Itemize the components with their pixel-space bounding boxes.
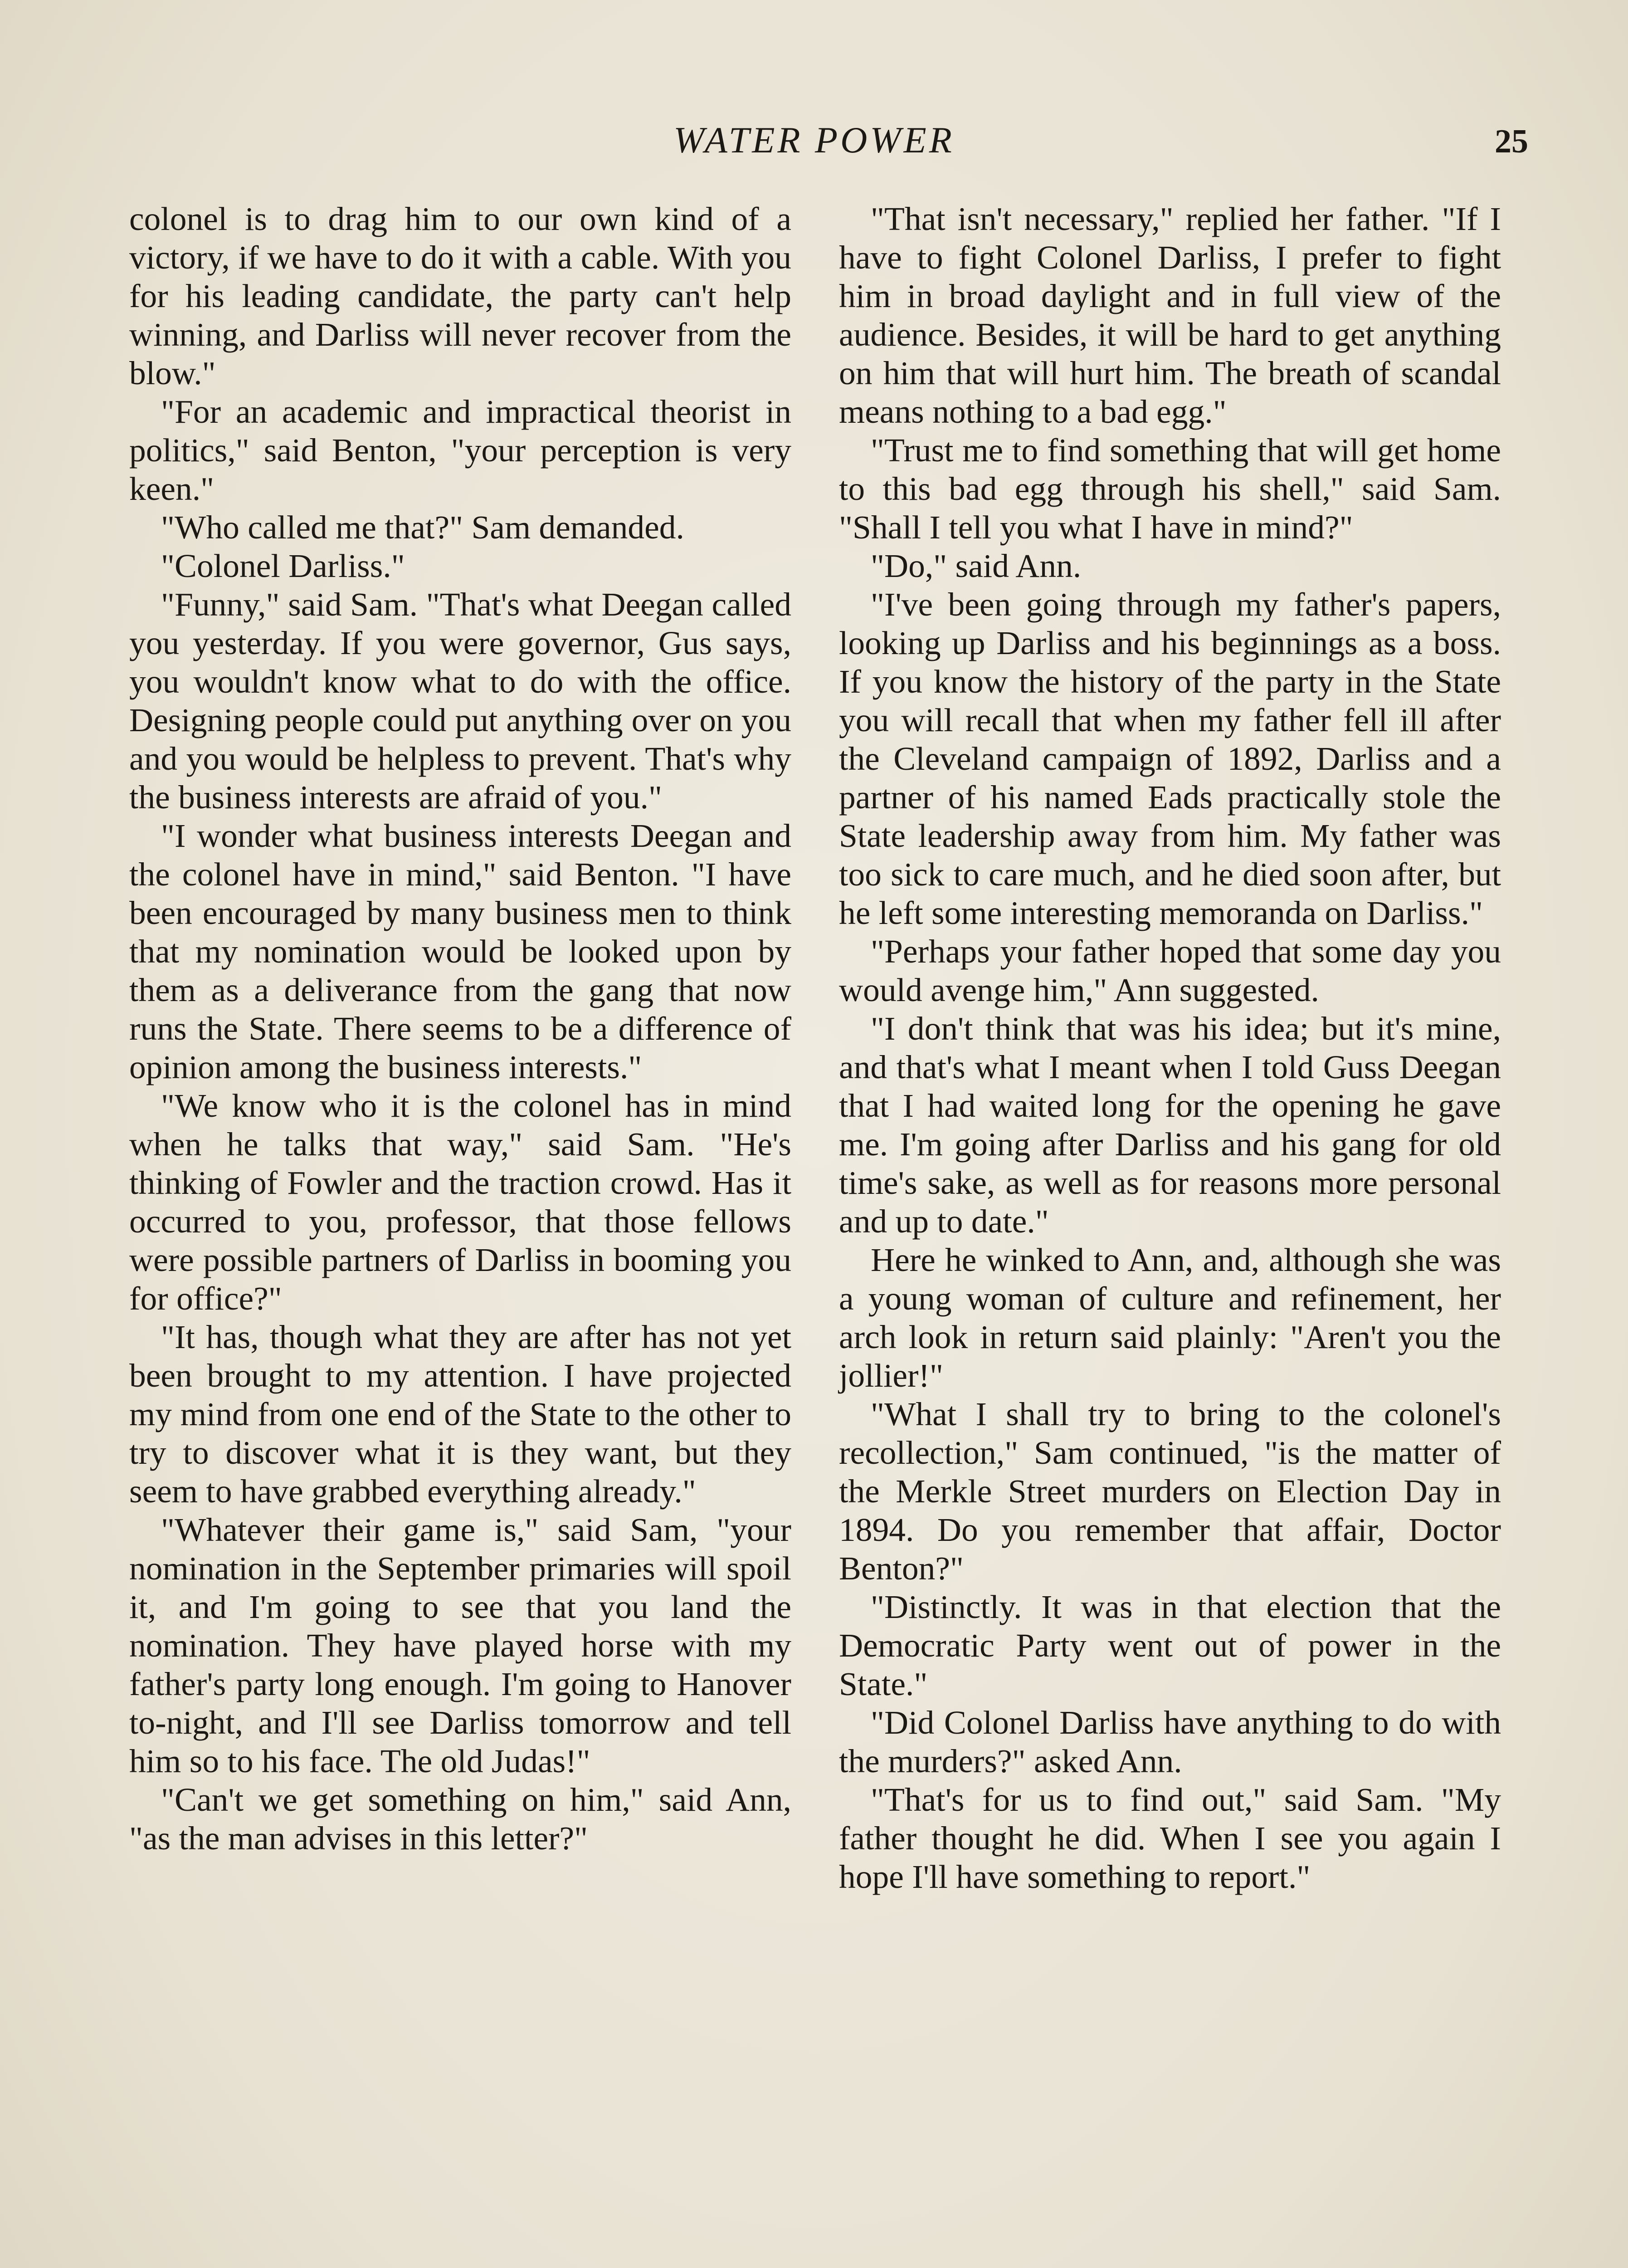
- paragraph: "Who called me that?" Sam demanded.: [161, 509, 684, 546]
- paragraph: "That's for us to find out," said Sam. "My father thought he did. When I see you again I hope I'll have something to report.": [839, 1781, 1501, 1895]
- paragraph: "Distinctly. It was in that election that the Democratic Party went out of power in the State.": [839, 1589, 1501, 1702]
- paragraph: "Do," said Ann.: [871, 547, 1082, 584]
- right-column: [839, 200, 1501, 1896]
- paragraph: "Funny," said Sam. "That's what Deegan called you yesterday. If you were governor, Gus says, you wouldn't know what to do with the office. Designing people could put anything over on you and you would be helpless to prevent. That's why the business interests are afraid of you.": [129, 586, 791, 816]
- paragraph: "Can't we get something on him," said Ann, "as the man advises in this letter?": [129, 1781, 791, 1857]
- paragraph: "That isn't necessary," replied her father. "If I have to fight Colonel Darliss, I prefer to fight him in broad daylight and in full view of the audience. Besides, it will be hard to get anything on him that will hurt him. The breath of scandal means nothing to a bad egg.": [839, 200, 1501, 430]
- paragraph: "Did Colonel Darliss have anything to do with the murders?" asked Ann.: [839, 1704, 1501, 1779]
- paragraph: "Whatever their game is," said Sam, "your nomination in the September primaries will spoil it, and I'm going to see that you land the nomination. They have played horse with my father's party long enough. I'm going to Hanover to-night, and I'll see Darliss tomorrow and tell him so to his face. The old Judas!": [129, 1511, 791, 1779]
- left-column: [129, 200, 791, 1857]
- paragraph: "What I shall try to bring to the colonel's recollection," Sam continued, "is the matter of the Merkle Street murders on Election Day in 1894. Do you remember that affair, Doctor Benton?": [839, 1396, 1501, 1587]
- paragraph: "For an academic and impractical theorist in politics," said Benton, "your perception is very keen.": [129, 393, 791, 507]
- paragraph: "I wonder what business interests Deegan and the colonel have in mind," said Benton. "I have been encouraged by many business men to think that my nomination would be looked upon by them as a deliverance from the gang that now runs the State. There seems to be a difference of opinion among the business interests.": [129, 817, 791, 1085]
- page-number: 25: [1495, 123, 1528, 160]
- paragraph: Here he winked to Ann, and, although she was a young woman of culture and refinement, her arch look in return said plainly: "Aren't you the jollier!": [839, 1242, 1501, 1394]
- paragraph: "Trust me to find something that will get home to this bad egg through his shell," said Sam. "Shall I tell you what I have in mind?": [839, 432, 1501, 546]
- paragraph: "Colonel Darliss.": [161, 547, 405, 584]
- paragraph: "We know who it is the colonel has in mind when he talks that way," said Sam. "He's thinking of Fowler and the traction crowd. Has it occurred to you, professor, that those fellows were possible partners of Darliss in booming you for office?": [129, 1087, 791, 1317]
- paragraph: "I don't think that was his idea; but it's mine, and that's what I meant when I told Guss Deegan that I had waited long for the opening he gave me. I'm going after Darliss and his gang for old time's sake, as well as for reasons more personal and up to date.": [839, 1010, 1501, 1240]
- paragraph: "I've been going through my father's papers, looking up Darliss and his beginnings as a boss. If you know the history of the party in the State you will recall that when my father fell ill after the Cleveland campaign of 1892, Darliss and a partner of his named Eads practically stole the State leadership away from him. My father was too sick to care much, and he died soon after, but he left some interesting memoranda on Darliss.": [839, 586, 1501, 931]
- paragraph: colonel is to drag him to our own kind of a victory, if we have to do it with a cable. With you for his leading candidate, the party can't help winning, and Darliss will never recover from the blow.": [129, 200, 791, 391]
- paragraph: "Perhaps your father hoped that some day you would avenge him," Ann suggested.: [839, 933, 1501, 1008]
- running-title: WATER POWER: [673, 119, 955, 161]
- paragraph: "It has, though what they are after has not yet been brought to my attention. I have projected my mind from one end of the State to the other to try to discover what it is they want, but they seem to have grabbed everything already.": [129, 1319, 791, 1510]
